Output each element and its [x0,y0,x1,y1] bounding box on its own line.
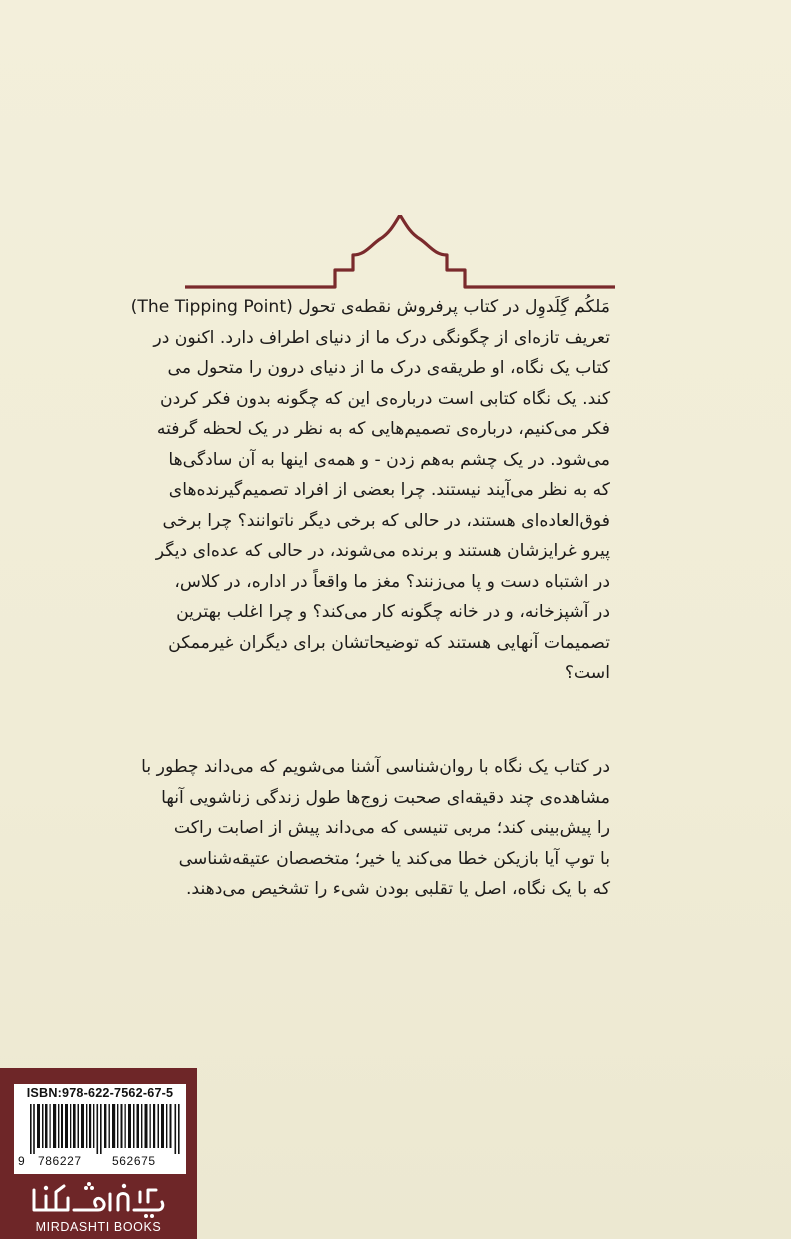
text-line: که با یک نگاه، اصل یا تقلبی بودن شیء را تشخیص می‌دهند. [185,879,610,899]
text-line: می‌شود. در یک چشم به‌هم زدن - و همه‌ی اینها به آن سادگی‌ها [168,449,610,470]
text-line: در اشتباه دست و پا می‌زنند؟ مغز ما واقعاً در اداره، در کلاس، [174,571,610,592]
text-line: تعریف تازه‌ای از چگونگی درک ما از دنیای اطراف دارد. اکنون در [153,327,610,348]
text-line: است؟ [564,663,610,683]
text-line: مشاهده‌ی چند دقیقه‌ای صحبت زوج‌ها طول زندگی زناشویی آنها [161,787,610,808]
arch-ornament-icon [185,215,615,290]
description-paragraph-1 [130,292,610,689]
barcode-digit-first: 9 [18,1154,26,1168]
text-line: کند. یک نگاه کتابی است درباره‌ی این که چگونه بدون فکر کردن [159,388,610,409]
text-line: که به نظر می‌آیند نیستند. چرا بعضی از افراد تصمیم‌گیرنده‌های [168,480,610,500]
barcode-panel [0,1068,197,1239]
barcode-icon [30,1104,180,1154]
text-line: تصمیمات آنهایی هستند که توضیحاتشان برای دیگران غیرممکن [168,632,610,653]
text-line: در آشپزخانه، و در خانه چگونه کار می‌کند؟ و چرا اغلب بهترین [176,602,610,622]
publisher-logo-icon [28,1180,168,1218]
text-line: با توپ آیا بازیکن خطا می‌کند یا خیر؛ متخصصان عتیقه‌شناسی [178,848,610,869]
text-line: پیرو غرایزشان هستند و برنده می‌شوند، در حالی که عده‌ای دیگر [155,541,610,561]
text-line: کتاب یک نگاه، او طریقه‌ی درک ما از دنیای درون را متحول می [167,358,610,378]
text-line: را پیش‌بینی کند؛ مربی تنیسی که می‌داند پیش از اصابت راکت [173,818,610,838]
publisher-name: MIRDASHTI BOOKS [35,1220,162,1234]
text-line: فکر می‌کنیم، درباره‌ی تصمیم‌هایی که به نظر در یک لحظه گرفته [156,419,610,439]
description-paragraph-2 [141,752,610,905]
barcode-digits-right: 562675 [112,1154,156,1168]
text-line: در کتاب یک نگاه با روان‌شناسی آشنا می‌شویم که می‌داند چطور با [141,757,610,777]
text-line: فوق‌العاده‌ای هستند، در حالی که برخی دیگر ناتوانند؟ چرا برخی [162,510,610,531]
isbn-label: ISBN:978-622-7562-67-5 [26,1086,174,1100]
isbn-box [14,1084,186,1174]
text-line: مَلکُم گِلَدوِل در کتاب پرفروش نقطه‌ی تحول (The Tipping Point) [130,297,610,317]
barcode-digits-left: 786227 [38,1154,82,1168]
